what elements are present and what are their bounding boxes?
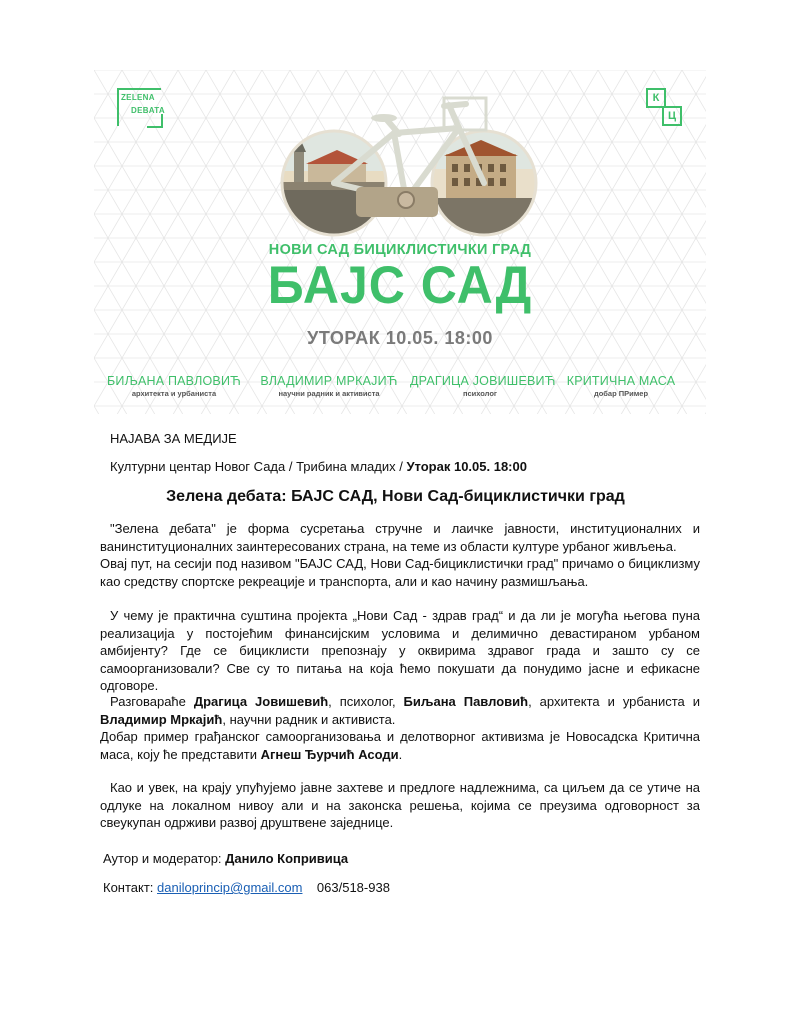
event-poster (94, 70, 706, 414)
speaker-name: ДРАГИЦА ЈОВИШЕВИЋ (410, 374, 556, 388)
venue-text: Културни центар Новог Сада / Трибина младих / (110, 459, 407, 474)
email-link[interactable]: daniloprincip@gmail.com (157, 880, 303, 895)
p3-text: Разговараће (110, 694, 194, 709)
author-label: Аутор и модератор: (103, 851, 226, 866)
speaker-name: БИЉАНА ПАВЛОВИЋ (106, 374, 242, 388)
speaker-item (410, 374, 556, 398)
p3-text: , научни радник и активиста. (222, 711, 396, 727)
speaker-item (104, 374, 244, 398)
speaker-item (551, 374, 691, 398)
contact-line (103, 879, 390, 897)
kc-logo-k: К (646, 88, 666, 108)
paragraph-intro-a: "Зелена дебата" је форма сусретања стручне и лаичке јавности, институционалних и ванинституционалних заинтересованих страна, на теме из области културе урбаног живљења. (100, 521, 700, 554)
speaker-bold-name: Агнеш Ђурчић Асоди (260, 746, 399, 762)
speaker-bold-name: Драгица Јовишевић (193, 694, 329, 709)
speaker-name: ВЛАДИМИР МРКАЈИЋ (260, 374, 398, 388)
phone-number: 063/518-938 (316, 880, 390, 895)
bike-seat (371, 114, 397, 122)
speaker-role: научни радник и активиста (278, 389, 380, 398)
poster-date: УТОРАК 10.05. 18:00 (307, 328, 493, 348)
kc-logo (646, 88, 682, 126)
speaker-list (94, 374, 706, 410)
paragraph-closing (100, 779, 700, 832)
speaker-role: архитекта и урбаниста (131, 389, 217, 398)
poster-subtitle: НОВИ САД БИЦИКЛИСТИЧКИ ГРАД (268, 242, 532, 258)
paragraph-project-text: У чему је практична суштина пројекта „Нови Сад - здрав град“ и да ли је могућа његова пуна реализација у постојећим финансијским условима и делимично девастираном урбаном амбијенту? Где се бициклисти препознају у оквирима здравог града и зашто су се самоорганизовали? Све су то питања на која ћемо покушати да понудимо јасне и ефикасне одговоре. (100, 608, 700, 693)
author-line (103, 850, 348, 868)
bike-chain-photo (356, 187, 438, 217)
speaker-bold-name: Биљана Павловић (403, 694, 529, 709)
paragraph-speakers (100, 693, 700, 763)
paragraph-closing-text: Као и увек, на крају упућујемо јавне захтеве и предлоге надлежнима, са циљем да се утиче на одлуке на локалном нивоу али и на законска решења, којима се преузима одговорност за свеукупан одрживи развој друштвене заједнице. (100, 780, 700, 830)
poster-title: БАЈС САД (267, 255, 533, 315)
author-name: Данило Копривица (225, 851, 349, 866)
kc-logo-c: Ц (662, 106, 682, 126)
speaker-item (259, 374, 399, 398)
speaker-role: добар ПРимер (593, 389, 649, 398)
logo-left-line2: DEBATA (131, 106, 165, 115)
venue-line (110, 458, 527, 476)
speaker-bold-name: Владимир Мркајић (100, 711, 223, 727)
press-kicker: НАЈАВА ЗА МЕДИЈЕ (110, 431, 237, 446)
contact-label: Контакт: (103, 880, 158, 895)
speaker-name: КРИТИЧНА МАСА (566, 374, 676, 388)
venue-date: Уторак 10.05. 18:00 (406, 459, 527, 474)
document-heading: Зелена дебата: БАЈС САД, Нови Сад-бициклистички град (166, 488, 625, 505)
p3-text: , архитекта и урбаниста и (528, 694, 700, 709)
paragraph-project (100, 607, 700, 695)
p3-text: , психолог, (328, 694, 404, 709)
logo-left-line1: ZELENA (121, 93, 155, 102)
paragraph-intro (100, 520, 700, 590)
paragraph-intro-b: Овај пут, на сесији под називом "БАЈС САД, Нови Сад-бициклистички град" причамо о бициклизму као средству спортске рекреације и транспорта, али и као начину размишљања. (100, 556, 700, 589)
speaker-role: психолог (462, 389, 498, 398)
p3b-text: . (398, 746, 403, 762)
p3b-text: Добар пример грађанског самоорганизовања и делотворног активизма је Новосадска Критична маса, коју ће представити (100, 729, 700, 762)
zelena-debata-logo (117, 88, 165, 126)
